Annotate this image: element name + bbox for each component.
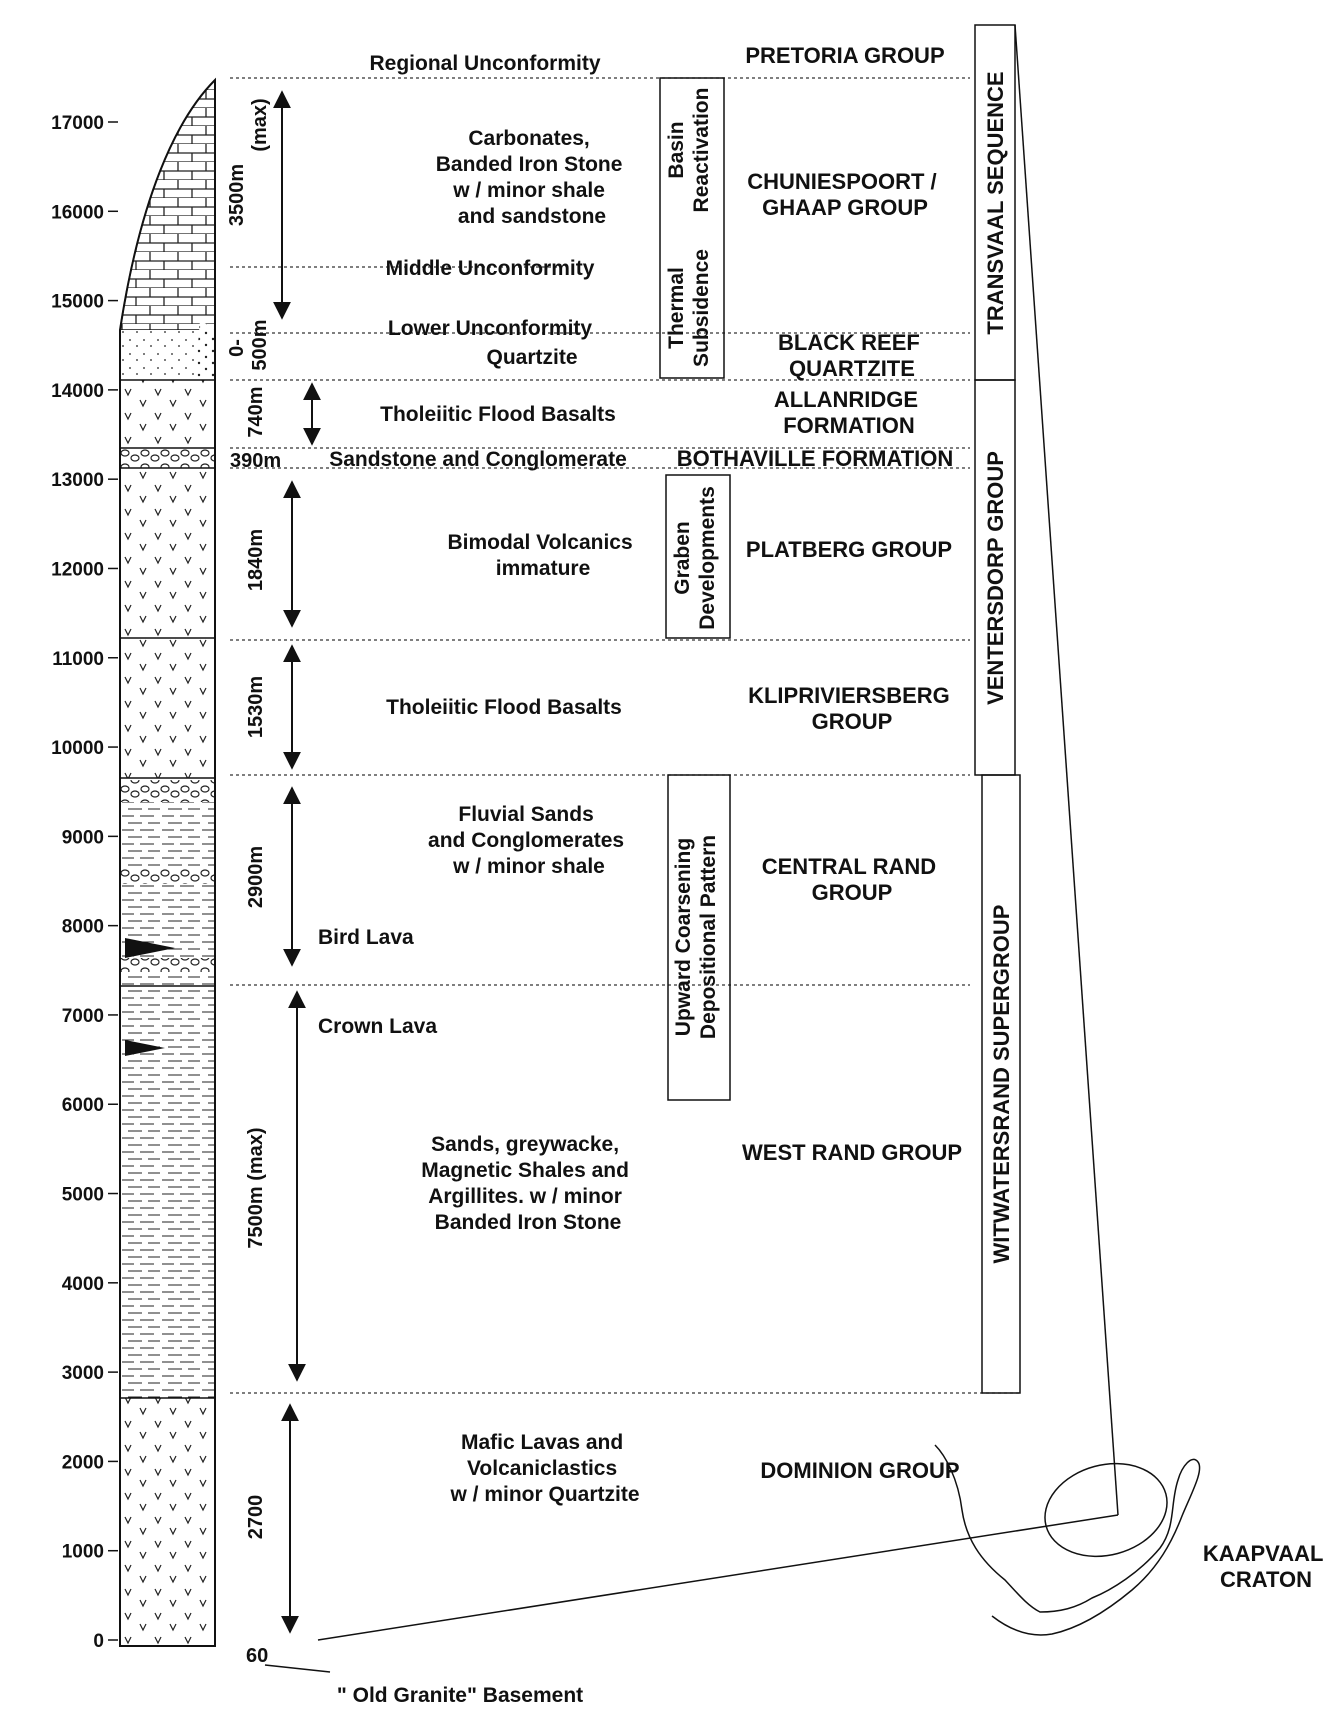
fluvial-description: Fluvial Sands and Conglomerates w / minor shale <box>428 803 625 878</box>
witwatersrand-supergroup-label: WITWATERSRAND SUPERGROUP <box>989 904 1014 1264</box>
depth-tick-label: 17000 <box>51 113 104 134</box>
ventersdorp-group-label: VENTERSDORP GROUP <box>983 451 1008 705</box>
depth-tick-label: 3000 <box>61 1363 104 1385</box>
thermal-label-2: Subsidence <box>690 249 713 367</box>
upward-label-1: Upward Coarsening <box>672 837 695 1037</box>
supergroup-boxes <box>975 25 1020 1393</box>
basin-label-2: Reactivation <box>690 87 713 213</box>
thickness-500: 500m <box>249 319 271 371</box>
southern-africa-outline-icon <box>935 1445 1200 1635</box>
depth-tick-label: 10000 <box>51 738 104 760</box>
depth-tick-label: 4000 <box>61 1273 104 1295</box>
klipriviersberg-label: KLIPRIVIERSBERG GROUP <box>748 683 950 734</box>
central-cong-band-3 <box>120 958 215 972</box>
thickness-labels <box>226 98 281 1667</box>
thickness-3500: 3500m <box>226 163 248 227</box>
lithology-descriptions <box>265 127 640 1707</box>
depth-tick-label: 1000 <box>61 1541 104 1563</box>
bothaville-conglomerate-layer <box>120 448 215 468</box>
group-names <box>677 43 962 1483</box>
sandstone-conglomerate-description: Sandstone and Conglomerate <box>329 448 627 471</box>
crown-lava-label: Crown Lava <box>318 1015 438 1038</box>
depth-tick-label: 9000 <box>61 827 104 849</box>
thickness-740: 740m <box>245 386 267 438</box>
carbonate-layer <box>120 80 215 330</box>
depth-tick-label: 8000 <box>61 916 104 938</box>
thickness-2900: 2900m <box>245 845 267 909</box>
mafic-lavas-description: Mafic Lavas and Volcaniclastics w / minor Quartzite <box>450 1431 640 1506</box>
depth-tick-label: 0 <box>93 1631 104 1652</box>
depth-tick-label: 2000 <box>61 1452 104 1474</box>
bird-lava-label: Bird Lava <box>318 926 414 949</box>
bimodal-volcanics-description: Bimodal Volcanics immature <box>447 531 633 580</box>
dominion-label: DOMINION GROUP <box>760 1458 960 1483</box>
quartzite-description: Quartzite <box>486 346 578 369</box>
thermal-label-1: Thermal <box>665 267 688 349</box>
tectonic-boxes <box>660 78 730 1100</box>
pretoria-group-label: PRETORIA GROUP <box>745 43 945 68</box>
depth-tick-label: 16000 <box>51 202 104 224</box>
depth-tick-label: 6000 <box>61 1095 104 1117</box>
thickness-0-dash: 0- <box>226 339 248 357</box>
bothaville-label: BOTHAVILLE FORMATION <box>676 446 954 471</box>
depth-tick-label: 7000 <box>61 1005 104 1027</box>
klip-basalt-layer <box>120 638 215 778</box>
chuniespoort-group-label: CHUNIESPOORT / GHAAP GROUP <box>747 169 937 220</box>
central-cong-band-2 <box>120 868 215 884</box>
projection-line-top <box>1015 25 1118 1515</box>
platberg-label: PLATBERG GROUP <box>745 537 953 562</box>
thickness-1840: 1840m <box>245 528 267 592</box>
lithologic-column <box>120 80 215 1646</box>
depth-tick-label: 13000 <box>51 470 104 492</box>
allanridge-basalt-layer <box>120 380 215 448</box>
allanridge-label: ALLANRIDGE FORMATION <box>773 387 919 438</box>
sands-greywacke-description: Sands, greywacke, Magnetic Shales and Argillites. w / minor Banded Iron Stone <box>421 1133 629 1234</box>
thickness-1530: 1530m <box>245 675 267 739</box>
depth-tick-label: 15000 <box>51 291 104 313</box>
thickness-3500-max: (max) <box>249 98 271 152</box>
tholeiitic-upper-description: Tholeiitic Flood Basalts <box>380 403 616 426</box>
dominion-lava-layer <box>120 1398 215 1646</box>
transvaal-sequence-label: TRANSVAAL SEQUENCE <box>983 71 1008 335</box>
central-rand-label: CENTRAL RAND GROUP <box>761 854 937 905</box>
lower-unconformity-label: Lower Unconformity <box>387 317 593 340</box>
central-cong-band-1 <box>120 780 215 802</box>
depth-axis <box>51 113 118 1652</box>
thickness-390: 390m <box>230 450 282 472</box>
regional-unconformity-label: Regional Unconformity <box>369 52 601 75</box>
basement-leader-line <box>265 1665 330 1672</box>
thickness-2700: 2700 <box>245 1494 267 1540</box>
tholeiitic-lower-description: Tholeiitic Flood Basalts <box>386 696 622 719</box>
depth-tick-label: 5000 <box>61 1184 104 1206</box>
black-reef-label: BLACK REEF QUARTZITE <box>778 330 920 381</box>
graben-label-2: Developments <box>696 486 719 630</box>
middle-unconformity-label: Middle Unconformity <box>385 257 595 280</box>
thickness-60: 60 <box>246 1645 269 1667</box>
west-rand-label: WEST RAND GROUP <box>742 1140 962 1165</box>
kaapvaal-craton-label: KAAPVAAL CRATON <box>1202 1541 1324 1592</box>
old-granite-basement-label: " Old Granite" Basement <box>336 1684 584 1707</box>
thickness-arrows <box>282 92 312 1632</box>
depth-tick-label: 14000 <box>51 380 104 402</box>
platberg-volcanics-layer <box>120 468 215 638</box>
basin-label-1: Basin <box>665 121 688 179</box>
thickness-7500: 7500m (max) <box>245 1127 267 1249</box>
graben-label-1: Graben <box>671 521 694 595</box>
carbonates-description: Carbonates, Banded Iron Stone w / minor shale and sandstone <box>435 127 623 228</box>
upward-label-2: Depositional Pattern <box>697 834 720 1040</box>
depth-tick-label: 11000 <box>52 648 104 670</box>
depth-tick-label: 12000 <box>51 559 104 581</box>
